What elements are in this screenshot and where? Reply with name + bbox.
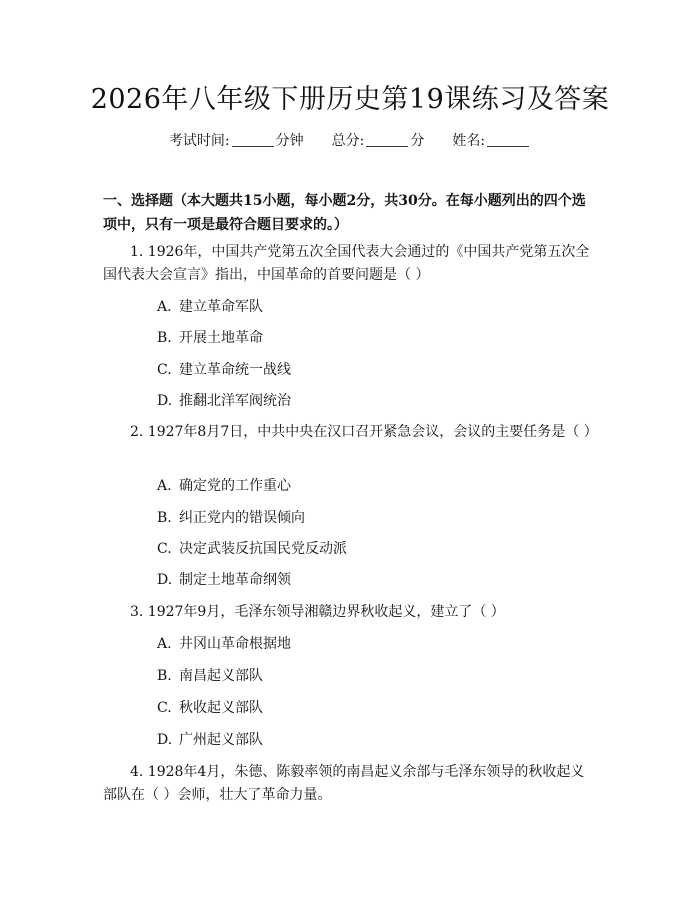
exam-time: [169, 131, 304, 151]
question-1-option-d: [157, 391, 291, 411]
option-text: 井冈山革命根据地: [179, 636, 291, 652]
page-title: 2026年八年级下册历史第19课练习及答案: [90, 84, 610, 115]
option-text: 确定党的工作重心: [179, 478, 291, 494]
question-3-option-d: [157, 730, 263, 750]
option-text: 制定土地革命纲领: [179, 572, 291, 588]
time-blank: [232, 132, 274, 147]
option-letter: B.: [157, 330, 172, 346]
option-text: 开展土地革命: [179, 330, 263, 346]
name-blank: [487, 132, 529, 147]
option-letter: B.: [157, 668, 172, 684]
question-2-option-a: [157, 476, 291, 496]
option-text: 纠正党内的错误倾向: [179, 510, 305, 526]
question-2-option-d: [157, 570, 291, 590]
question-1-option-a: [157, 297, 263, 317]
option-letter: C.: [157, 700, 172, 716]
option-text: 秋收起义部队: [179, 700, 263, 716]
time-unit: 分钟: [275, 133, 304, 149]
question-1: 1. 1926年，中国共产党第五次全国代表大会通过的《中国共产党第五次全国代表大会宣言》指出，中国革命的首要问题是（ ）: [103, 244, 590, 283]
section-heading: 一、选择题（本大题共15小题，每小题2分，共30分。在每小题列出的四个选项中，只有一项是最符合题目要求的。）: [103, 193, 586, 233]
option-letter: D.: [157, 393, 173, 409]
score-unit: 分: [410, 133, 425, 149]
option-text: 南昌起义部队: [179, 668, 263, 684]
option-text: 广州起义部队: [179, 732, 263, 748]
score-label: 总分:: [331, 133, 365, 149]
student-name: [452, 131, 531, 151]
option-text: 建立革命统一战线: [179, 362, 291, 378]
option-text: 决定武装反抗国民党反动派: [179, 541, 347, 557]
question-2-option-b: [157, 508, 305, 528]
total-score: [332, 131, 425, 151]
question-1-option-b: [157, 328, 263, 348]
option-letter: A.: [157, 636, 172, 652]
question-2-option-c: [157, 539, 347, 559]
option-letter: D.: [157, 732, 173, 748]
option-letter: B.: [157, 510, 172, 526]
question-1-option-c: [157, 360, 291, 380]
question-3-option-a: [157, 634, 291, 654]
exam-meta: [0, 131, 700, 151]
question-3: 3. 1927年9月，毛泽东领导湘赣边界秋收起义，建立了（ ）: [130, 604, 505, 620]
time-label: 考试时间:: [168, 133, 230, 149]
name-label: 姓名:: [452, 133, 486, 149]
question-3-option-b: [157, 666, 263, 686]
option-letter: A.: [157, 299, 172, 315]
option-letter: A.: [157, 478, 172, 494]
score-blank: [366, 132, 408, 147]
question-3-option-c: [157, 698, 263, 718]
question-4: 4. 1928年4月，朱德、陈毅率领的南昌起义余部与毛泽东领导的秋收起义部队在（ ）会师，壮大了革命力量。: [103, 764, 585, 803]
option-text: 建立革命军队: [179, 299, 263, 315]
option-letter: D.: [157, 572, 173, 588]
question-2: 2. 1927年8月7日，中共中央在汉口召开紧急会议，会议的主要任务是（ ）: [130, 424, 598, 440]
option-letter: C.: [157, 541, 172, 557]
option-letter: C.: [157, 362, 172, 378]
option-text: 推翻北洋军阀统治: [179, 393, 291, 409]
